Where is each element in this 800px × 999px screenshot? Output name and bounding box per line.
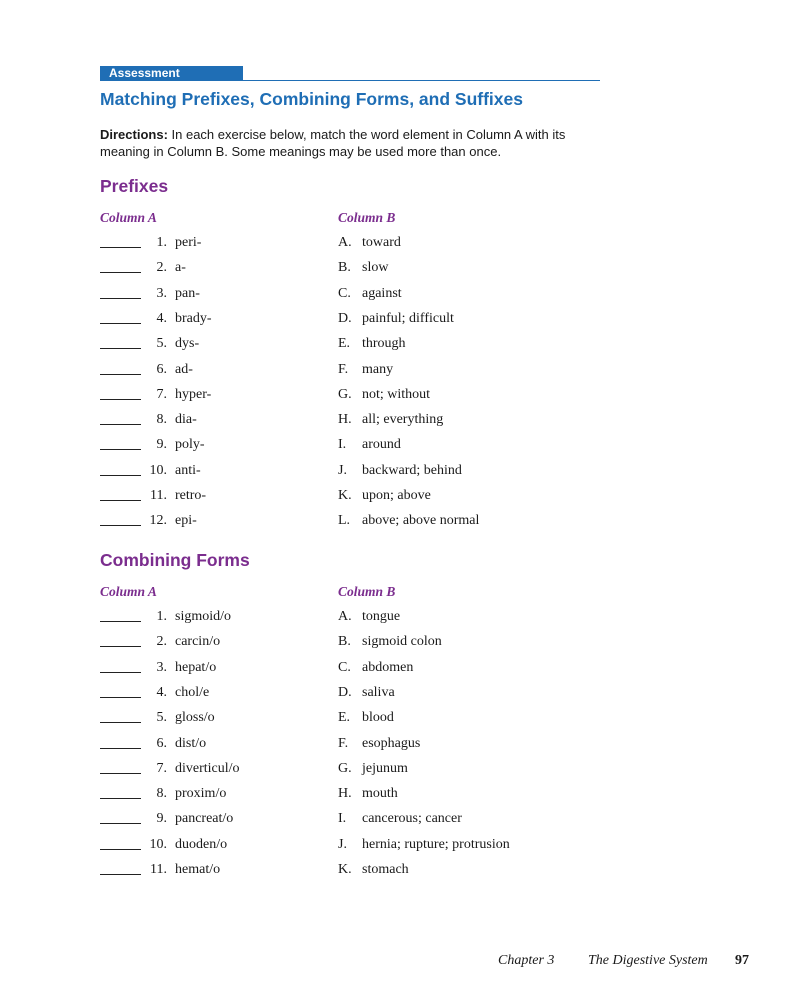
answer-blank[interactable] bbox=[100, 525, 141, 526]
item-term: ad- bbox=[175, 361, 193, 377]
answer-blank[interactable] bbox=[100, 449, 141, 450]
answer-blank[interactable] bbox=[100, 500, 141, 501]
item-number: 4. bbox=[156, 684, 167, 700]
list-item bbox=[100, 660, 620, 680]
answer-blank[interactable] bbox=[100, 323, 141, 324]
meaning-letter: H. bbox=[338, 412, 352, 428]
item-number: 4. bbox=[156, 310, 167, 326]
item-number: 2. bbox=[156, 260, 167, 276]
item-term: diverticul/o bbox=[175, 760, 240, 776]
answer-blank[interactable] bbox=[100, 849, 141, 850]
list-item bbox=[100, 786, 620, 806]
list-item bbox=[100, 609, 620, 629]
item-term: hepat/o bbox=[175, 659, 217, 675]
item-term: hemat/o bbox=[175, 862, 221, 877]
meaning-letter: D. bbox=[338, 310, 352, 326]
meaning-letter: E. bbox=[338, 336, 351, 352]
meaning-text: hernia; rupture; protrusion bbox=[362, 836, 510, 852]
meaning-text: saliva bbox=[362, 684, 395, 700]
meaning-letter: K. bbox=[338, 488, 352, 503]
meaning-text: against bbox=[362, 285, 402, 301]
meaning-text: mouth bbox=[362, 786, 398, 802]
list-item bbox=[100, 437, 620, 457]
item-term: gloss/o bbox=[175, 710, 215, 726]
answer-blank[interactable] bbox=[100, 424, 141, 425]
answer-blank[interactable] bbox=[100, 374, 141, 375]
item-number: 6. bbox=[156, 361, 167, 377]
meaning-text: upon; above bbox=[362, 488, 431, 503]
combining-forms-column-b-heading: Column B bbox=[338, 584, 396, 599]
answer-blank[interactable] bbox=[100, 247, 141, 248]
answer-blank[interactable] bbox=[100, 272, 141, 273]
list-item bbox=[100, 710, 620, 730]
item-term: duoden/o bbox=[175, 836, 228, 852]
answer-blank[interactable] bbox=[100, 823, 141, 824]
item-number: 9. bbox=[156, 437, 167, 453]
item-number: 6. bbox=[156, 735, 167, 751]
answer-blank[interactable] bbox=[100, 722, 141, 723]
list-item bbox=[100, 260, 620, 280]
directions-text: In each exercise below, match the word element in Column A with its meaning in Column B. Some meanings may be used more than once. bbox=[100, 127, 566, 159]
prefixes-title: Prefixes bbox=[100, 176, 169, 196]
meaning-letter: J. bbox=[338, 462, 347, 478]
answer-blank[interactable] bbox=[100, 348, 141, 349]
meaning-text: backward; behind bbox=[362, 462, 462, 478]
answer-blank[interactable] bbox=[100, 748, 141, 749]
item-number: 3. bbox=[156, 659, 167, 675]
item-term: pan- bbox=[175, 285, 200, 301]
meaning-text: all; everything bbox=[362, 412, 444, 428]
meaning-letter: C. bbox=[338, 659, 351, 675]
item-term: pancreat/o bbox=[175, 811, 234, 827]
footer-chapter-title: The Digestive System bbox=[588, 953, 708, 968]
list-item bbox=[100, 811, 620, 831]
list-item bbox=[100, 685, 620, 705]
list-item bbox=[100, 837, 620, 857]
prefixes-column-a-heading: Column A bbox=[100, 210, 157, 225]
item-term: dys- bbox=[175, 336, 200, 352]
item-term: dia- bbox=[175, 412, 197, 428]
meaning-letter: I. bbox=[338, 437, 347, 453]
list-item bbox=[100, 513, 620, 533]
meaning-letter: B. bbox=[338, 634, 351, 650]
answer-blank[interactable] bbox=[100, 399, 141, 400]
item-number: 7. bbox=[156, 386, 167, 402]
meaning-text: tongue bbox=[362, 609, 401, 624]
meaning-text: painful; difficult bbox=[362, 310, 454, 326]
list-item bbox=[100, 235, 620, 255]
meaning-text: above; above normal bbox=[362, 513, 480, 529]
item-term: proxim/o bbox=[175, 786, 227, 802]
list-item bbox=[100, 412, 620, 432]
meaning-letter: J. bbox=[338, 836, 347, 852]
list-item bbox=[100, 336, 620, 356]
footer-chapter: Chapter 3 bbox=[498, 953, 555, 968]
list-item bbox=[100, 387, 620, 407]
meaning-text: not; without bbox=[362, 386, 431, 402]
meaning-text: blood bbox=[362, 710, 394, 726]
meaning-text: through bbox=[362, 336, 406, 352]
answer-blank[interactable] bbox=[100, 773, 141, 774]
answer-blank[interactable] bbox=[100, 874, 141, 875]
meaning-letter: G. bbox=[338, 386, 352, 402]
item-term: dist/o bbox=[175, 735, 207, 751]
combining-forms-title: Combining Forms bbox=[100, 550, 250, 570]
item-number: 10. bbox=[149, 836, 167, 852]
meaning-letter: K. bbox=[338, 862, 352, 877]
meaning-text: sigmoid colon bbox=[362, 634, 442, 650]
item-number: 9. bbox=[156, 811, 167, 827]
answer-blank[interactable] bbox=[100, 621, 141, 622]
item-term: chol/e bbox=[175, 684, 210, 700]
meaning-letter: L. bbox=[338, 513, 351, 529]
item-term: carcin/o bbox=[175, 634, 221, 650]
prefixes-column-b-heading: Column B bbox=[338, 210, 396, 225]
header-rule bbox=[243, 80, 600, 81]
meaning-letter: D. bbox=[338, 684, 352, 700]
answer-blank[interactable] bbox=[100, 298, 141, 299]
meaning-text: toward bbox=[362, 235, 401, 250]
item-term: hyper- bbox=[175, 386, 212, 402]
meaning-letter: H. bbox=[338, 786, 352, 802]
meaning-letter: A. bbox=[338, 609, 352, 624]
list-item bbox=[100, 761, 620, 781]
meaning-letter: C. bbox=[338, 285, 351, 301]
item-term: a- bbox=[175, 260, 186, 276]
list-item bbox=[100, 488, 620, 508]
item-term: anti- bbox=[175, 462, 201, 478]
answer-blank[interactable] bbox=[100, 697, 141, 698]
meaning-text: around bbox=[362, 437, 401, 453]
meaning-letter: A. bbox=[338, 235, 352, 250]
directions bbox=[100, 126, 610, 160]
answer-blank[interactable] bbox=[100, 672, 141, 673]
directions-label: Directions: bbox=[100, 127, 168, 142]
item-number: 5. bbox=[156, 336, 167, 352]
meaning-letter: E. bbox=[338, 710, 351, 726]
answer-blank[interactable] bbox=[100, 475, 141, 476]
assessment-tab: Assessment bbox=[100, 66, 243, 81]
item-number: 11. bbox=[150, 488, 167, 503]
answer-blank[interactable] bbox=[100, 798, 141, 799]
list-item bbox=[100, 311, 620, 331]
meaning-text: abdomen bbox=[362, 659, 414, 675]
item-number: 2. bbox=[156, 634, 167, 650]
page-number: 97 bbox=[735, 953, 749, 968]
item-term: peri- bbox=[175, 235, 202, 250]
meaning-text: many bbox=[362, 361, 394, 377]
list-item bbox=[100, 286, 620, 306]
combining-forms-column-a-heading: Column A bbox=[100, 584, 157, 599]
item-number: 7. bbox=[156, 760, 167, 776]
item-number: 8. bbox=[156, 412, 167, 428]
list-item bbox=[100, 862, 620, 882]
meaning-text: esophagus bbox=[362, 735, 421, 751]
meaning-letter: F. bbox=[338, 361, 349, 377]
item-number: 1. bbox=[156, 235, 167, 250]
meaning-letter: I. bbox=[338, 811, 347, 827]
meaning-letter: F. bbox=[338, 735, 349, 751]
item-number: 11. bbox=[150, 862, 167, 877]
item-term: brady- bbox=[175, 310, 212, 326]
meaning-text: cancerous; cancer bbox=[362, 811, 462, 827]
item-number: 12. bbox=[149, 513, 167, 529]
item-number: 3. bbox=[156, 285, 167, 301]
meaning-text: slow bbox=[362, 260, 389, 276]
item-term: sigmoid/o bbox=[175, 609, 232, 624]
list-item bbox=[100, 463, 620, 483]
meaning-text: stomach bbox=[362, 862, 409, 877]
list-item bbox=[100, 634, 620, 654]
list-item bbox=[100, 736, 620, 756]
item-term: retro- bbox=[175, 488, 207, 503]
page-title: Matching Prefixes, Combining Forms, and Suffixes bbox=[100, 89, 523, 109]
item-term: poly- bbox=[175, 437, 205, 453]
item-number: 8. bbox=[156, 786, 167, 802]
item-number: 1. bbox=[156, 609, 167, 624]
item-number: 10. bbox=[149, 462, 167, 478]
meaning-letter: G. bbox=[338, 760, 352, 776]
meaning-letter: B. bbox=[338, 260, 351, 276]
meaning-text: jejunum bbox=[362, 760, 408, 776]
list-item bbox=[100, 362, 620, 382]
item-number: 5. bbox=[156, 710, 167, 726]
answer-blank[interactable] bbox=[100, 646, 141, 647]
item-term: epi- bbox=[175, 513, 197, 529]
